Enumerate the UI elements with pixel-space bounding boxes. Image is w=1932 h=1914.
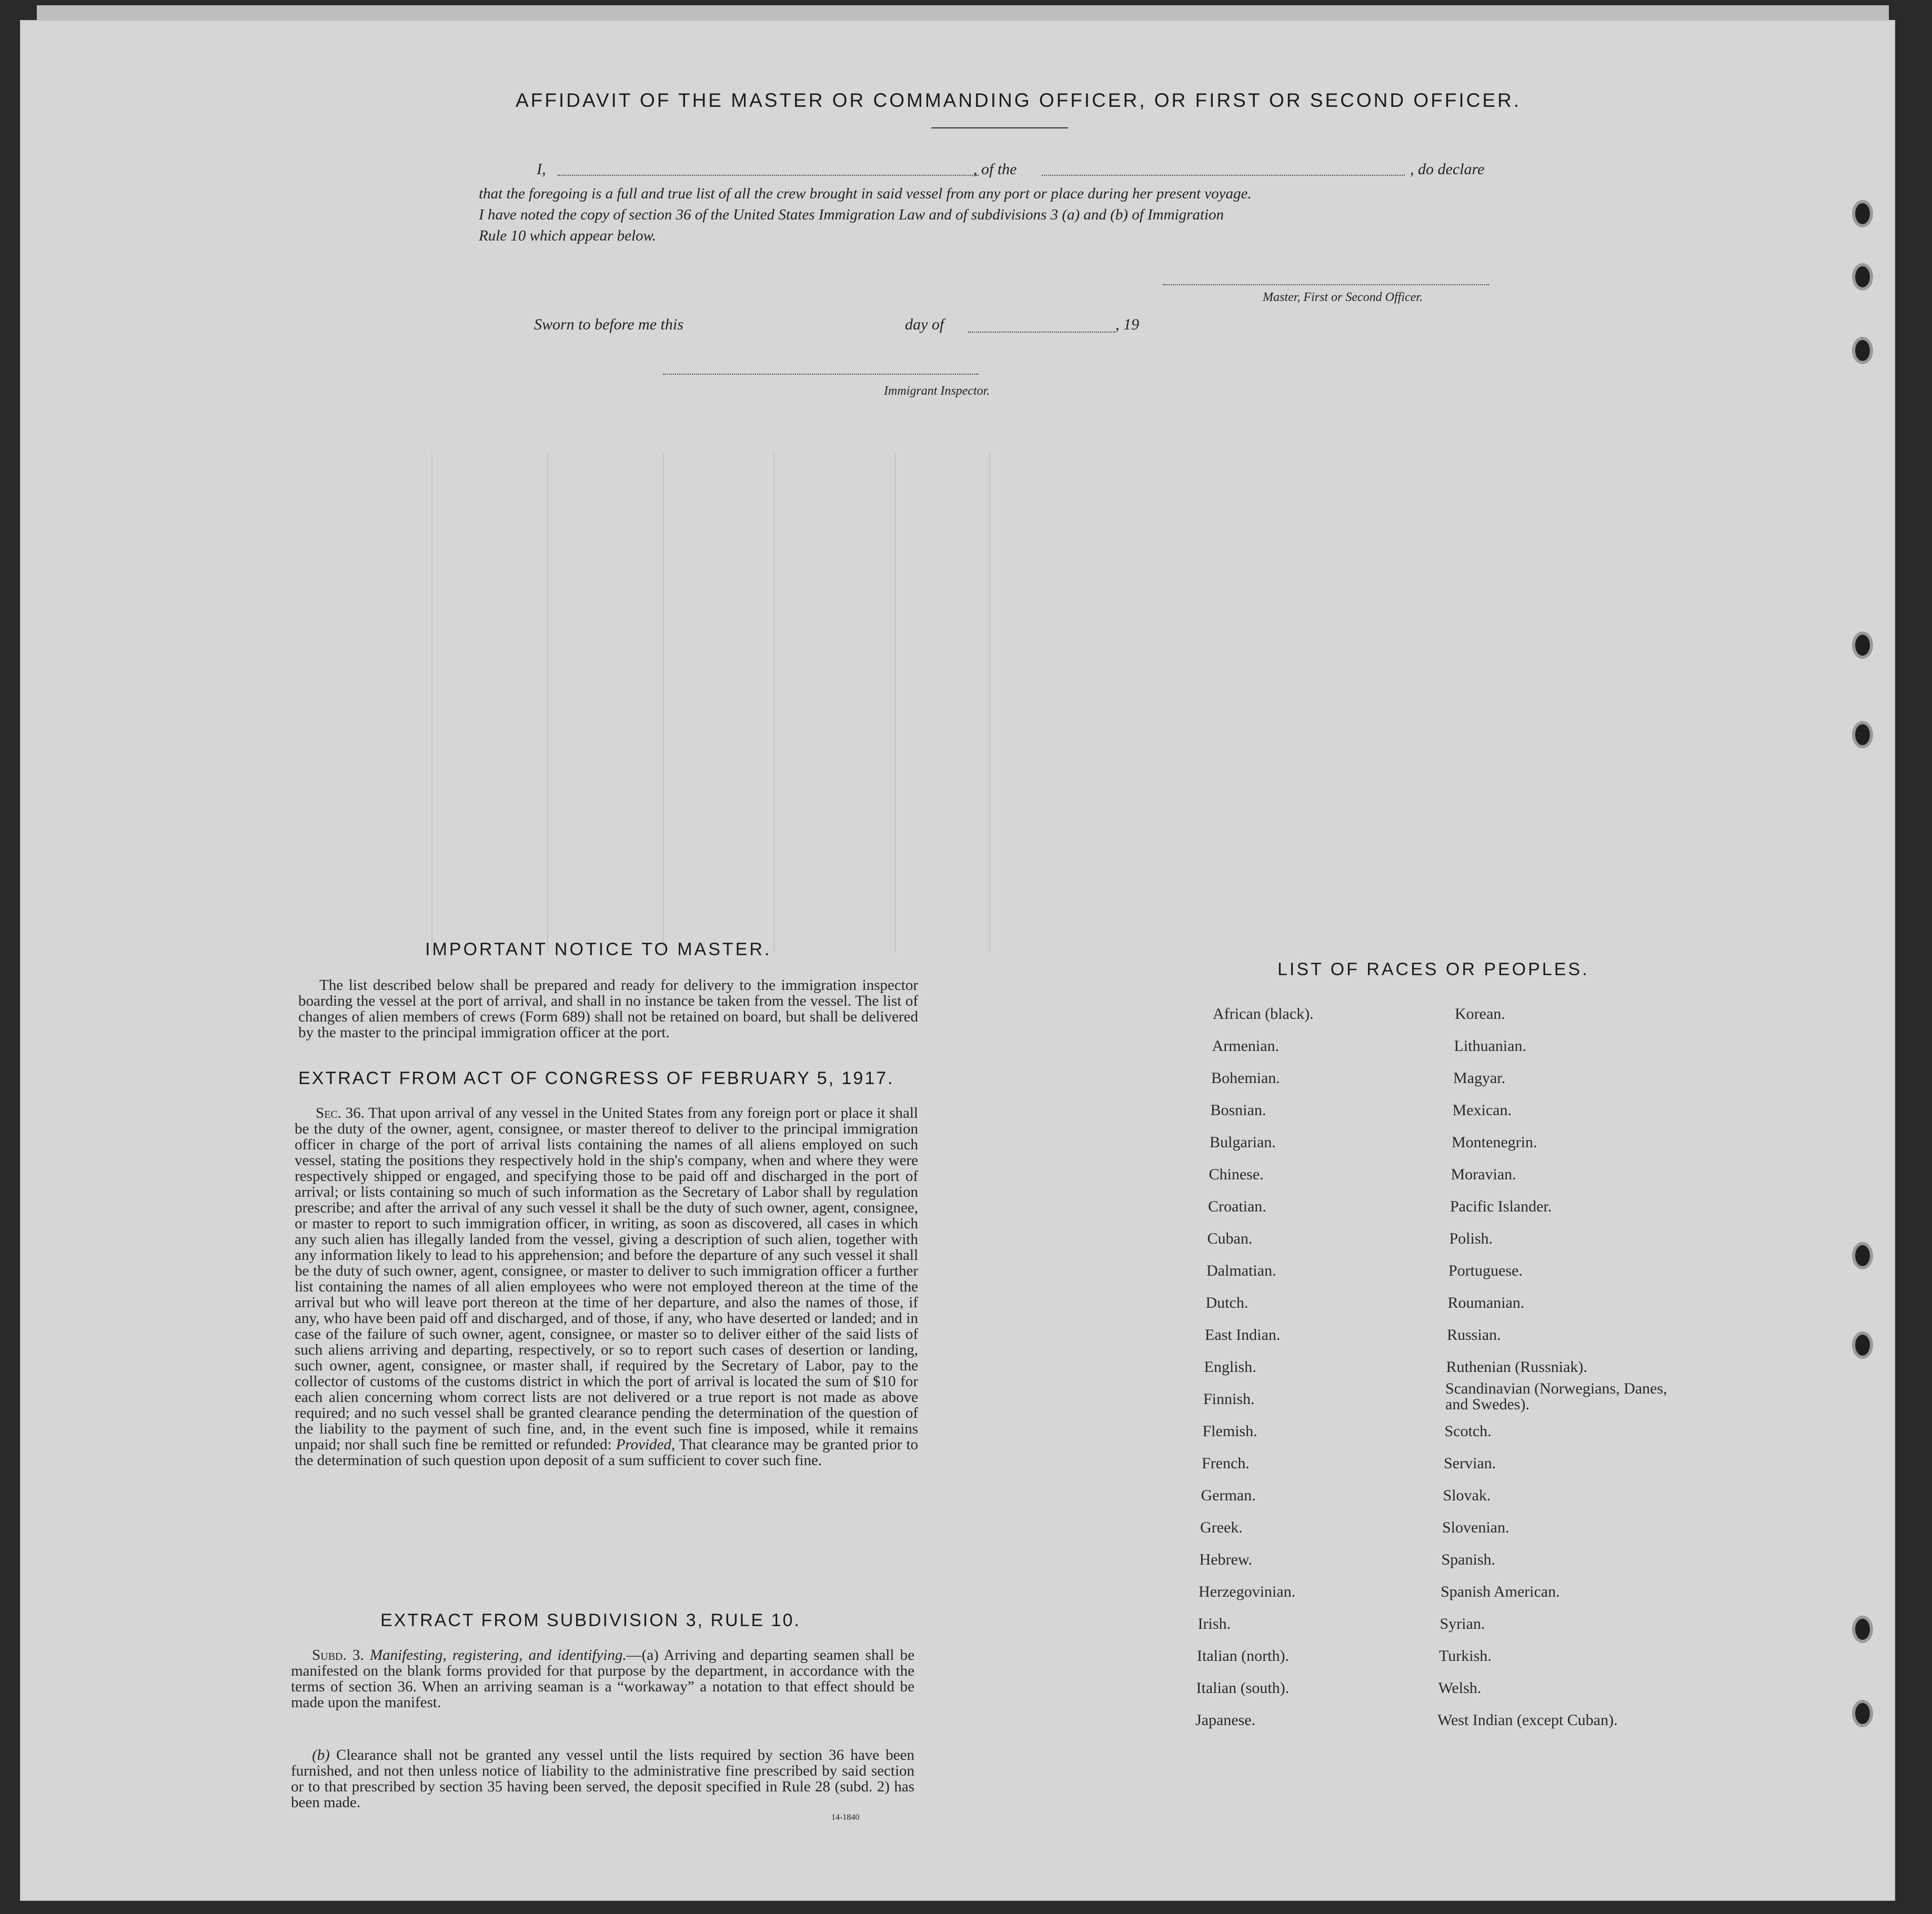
rule-para-a-text: —(a) Arriving and departing seamen shall be manifested on the blank forms provided for that purpose by the department, in accordance with the terms of section 36. When an arriving seaman is a “workaway” a notation to that effect should be made upon the manifest.	[291, 1647, 915, 1711]
race-item-left: Italian (south).	[1196, 1679, 1290, 1697]
race-item-right: Korean.	[1455, 1005, 1505, 1023]
year-label: , 19	[1115, 316, 1139, 333]
sworn-label: Sworn to before me this	[534, 316, 683, 333]
binder-hole	[1852, 263, 1873, 290]
title-rule	[931, 127, 1068, 128]
race-item-left: Chinese.	[1209, 1166, 1264, 1183]
bleed-line	[894, 453, 895, 953]
race-item-right: Scotch.	[1444, 1422, 1492, 1440]
act-title: EXTRACT FROM ACT OF CONGRESS OF FEBRUARY 5, 1917.	[298, 1068, 894, 1088]
race-item-left: African (black).	[1213, 1005, 1314, 1023]
document-page	[21, 21, 1894, 1900]
race-item-right: Mexican.	[1452, 1101, 1512, 1119]
race-item-left: Italian (north).	[1197, 1647, 1289, 1665]
name-line	[558, 175, 979, 176]
race-item-left: German.	[1201, 1487, 1256, 1504]
race-item-right: Montenegrin.	[1452, 1134, 1537, 1151]
race-item-left: Cuban.	[1207, 1230, 1253, 1247]
race-item-right: Servian.	[1444, 1455, 1496, 1472]
race-item-right: Roumanian.	[1447, 1294, 1525, 1311]
race-item-right: Slovak.	[1443, 1487, 1491, 1504]
rule-subd-heading: Manifesting, registering, and identifying.	[369, 1647, 627, 1664]
race-item-right: Turkish.	[1439, 1647, 1492, 1665]
act-body: That upon arrival of any vessel in the United States from any foreign port or place it shall be the duty of the owner, agent, consignee, or master thereof to deliver to the principal immigration officer in charge of the port of arrival lists containing the names of all aliens employed on such vessel, stating the positions they respectively hold in the ship's company, when and where they were respectively shipped or engaged, and specifying those to be paid off and discharged in the port of arrival; or lists containing so much of such information as the Secretary of Labor shall by regulation prescribe; and after the arrival of any such vessel it shall be the duty of such owner, agent, consignee, or master to report to such immigration officer, in writing, as soon as discovered, all cases in which any such alien has illegally landed from the vessel, giving a description of such alien, together with any information likely to lead to his apprehension; and before the departure of any such vessel it shall be the duty of such owner, agent, consignee, or master to deliver to such immigration officer a further list containing the names of all alien employees who were not employed thereon at the time of the arrival but who will leave port thereon at the time of her departure, and also the names of those, if any, who have been paid off and discharged, and of those, if any, who have deserted or landed; and in case of the failure of such owner, agent, consignee, or master so to deliver either of the said lists of such aliens arriving and departing, respectively, or so to report such cases of desertion or landing, such owner, agent, consignee, or master shall, if required by the Secretary of Labor, pay to the collector of customs of the customs district in which the port of arrival is located the sum of $10 for each alien concerning whom correct lists are not delivered or a true report is not made as above required; and no such vessel shall be granted clearance pending the determination of the question of the liability to the payment of such fine, and, in the event such fine is imposed, while it remains unpaid; nor shall such fine be remitted or refunded:	[295, 1105, 918, 1453]
affidavit-text-1: that the foregoing is a full and true list of all the crew brought in said vessel from any port or place during her present voyage.	[479, 185, 1252, 202]
rule-title: EXTRACT FROM SUBDIVISION 3, RULE 10.	[380, 1610, 801, 1630]
affidavit-title: AFFIDAVIT OF THE MASTER OR COMMANDING OFFICER, OR FIRST OR SECOND OFFICER.	[516, 89, 1522, 111]
race-item-right: Lithuanian.	[1454, 1037, 1526, 1055]
race-item-right: Spanish American.	[1441, 1583, 1560, 1600]
race-item-left: Bulgarian.	[1210, 1134, 1276, 1151]
master-signature-line	[1163, 284, 1489, 285]
vessel-line	[1042, 175, 1405, 176]
race-item-left: East Indian.	[1205, 1326, 1281, 1344]
affidavit-text-2: I have noted the copy of section 36 of the United States Immigration Law and of subdivisions 3 (a) and (b) of Immigration	[479, 206, 1224, 223]
race-item-right: Polish.	[1449, 1230, 1493, 1247]
race-item-left: Dutch.	[1205, 1294, 1249, 1311]
binder-hole	[1852, 1331, 1873, 1359]
race-item-left: Dalmatian.	[1206, 1262, 1276, 1279]
affidavit-i-label: I,	[537, 161, 546, 178]
race-item-left: Flemish.	[1202, 1422, 1257, 1440]
master-label: Master, First or Second Officer.	[1263, 290, 1423, 304]
bleed-line	[989, 453, 990, 953]
race-item-left: Bosnian.	[1210, 1101, 1266, 1119]
race-item-right: West Indian (except Cuban).	[1437, 1711, 1618, 1729]
race-item-right: Russian.	[1447, 1326, 1501, 1344]
inspector-signature-line	[663, 374, 979, 375]
race-item-left: Armenian.	[1212, 1037, 1279, 1055]
race-item-right: Magyar.	[1453, 1069, 1506, 1087]
bleed-line	[663, 453, 664, 953]
rule-para-b-label: (b)	[312, 1747, 330, 1763]
binder-hole	[1852, 1700, 1873, 1727]
race-item-left: Greek.	[1200, 1519, 1243, 1536]
race-item-left: Bohemian.	[1211, 1069, 1280, 1087]
affidavit-text-3: Rule 10 which appear below.	[479, 227, 656, 244]
binder-hole	[1852, 1242, 1873, 1269]
binder-hole	[1852, 632, 1873, 659]
day-of-label: day of	[905, 316, 944, 333]
affidavit-do-declare: , do declare	[1410, 161, 1485, 178]
rule-para-a	[291, 1647, 914, 1710]
act-body-end: That clearance may be granted prior to the determination of such question upon deposit of a sum sufficient to cover such fine.	[295, 1436, 918, 1469]
notice-title: IMPORTANT NOTICE TO MASTER.	[425, 939, 772, 959]
form-number: 14-1840	[831, 1813, 860, 1822]
bleed-line	[547, 453, 548, 953]
rule-para-b	[291, 1747, 914, 1810]
race-item-left: Herzegovinian.	[1199, 1583, 1296, 1600]
act-text	[295, 1105, 918, 1468]
binder-hole	[1852, 200, 1873, 227]
inspector-label: Immigrant Inspector.	[884, 384, 990, 398]
race-item-right: Scandinavian (Norwegians, Danes, and Swedes).	[1445, 1380, 1667, 1413]
race-item-right: Syrian.	[1440, 1615, 1485, 1632]
race-item-left: Finnish.	[1203, 1390, 1255, 1408]
bleed-line	[773, 453, 774, 953]
rule-para-b-text: Clearance shall not be granted any vessel until the lists required by section 36 have been furnished, and not then unless notice of liability to the administrative fine prescribed by said section or to that prescribed by section 35 having been served, the deposit specified in Rule 28 (subd. 2) has been made.	[291, 1747, 915, 1811]
race-item-left: Japanese.	[1195, 1711, 1256, 1729]
binder-hole	[1852, 1616, 1873, 1643]
race-item-left: Hebrew.	[1199, 1551, 1253, 1568]
race-item-left: Croatian.	[1208, 1198, 1266, 1215]
race-item-right: Portuguese.	[1448, 1262, 1523, 1279]
race-item-right: Ruthenian (Russniak).	[1446, 1358, 1587, 1376]
affidavit-of-the: , of the	[973, 161, 1017, 178]
races-title: LIST OF RACES OR PEOPLES.	[1277, 959, 1589, 979]
race-item-left: Irish.	[1198, 1615, 1231, 1632]
day-line	[968, 332, 1115, 333]
race-item-right: Slovenian.	[1442, 1519, 1510, 1536]
act-section-label: Sec. 36.	[316, 1105, 365, 1121]
race-item-right: Welsh.	[1438, 1679, 1482, 1697]
race-item-left: English.	[1204, 1358, 1256, 1376]
race-item-right: Spanish.	[1441, 1551, 1496, 1568]
race-item-right: Moravian.	[1451, 1166, 1516, 1183]
notice-text: The list described below shall be prepared and ready for delivery to the immigration inspector boarding the vessel at the port of arrival, and shall in no instance be taken from the vessel. The list of changes of alien members of crews (Form 689) shall not be retained on board, but shall be delivered by the master to the principal immigration officer at the port.	[298, 977, 918, 1041]
bleed-line	[431, 453, 432, 953]
rule-subd-label: Subd. 3.	[312, 1647, 364, 1664]
act-provided: Provided,	[616, 1436, 676, 1453]
binder-hole	[1852, 721, 1873, 748]
race-item-left: French.	[1202, 1455, 1250, 1472]
race-item-right: Pacific Islander.	[1450, 1198, 1552, 1215]
binder-hole	[1852, 337, 1873, 364]
